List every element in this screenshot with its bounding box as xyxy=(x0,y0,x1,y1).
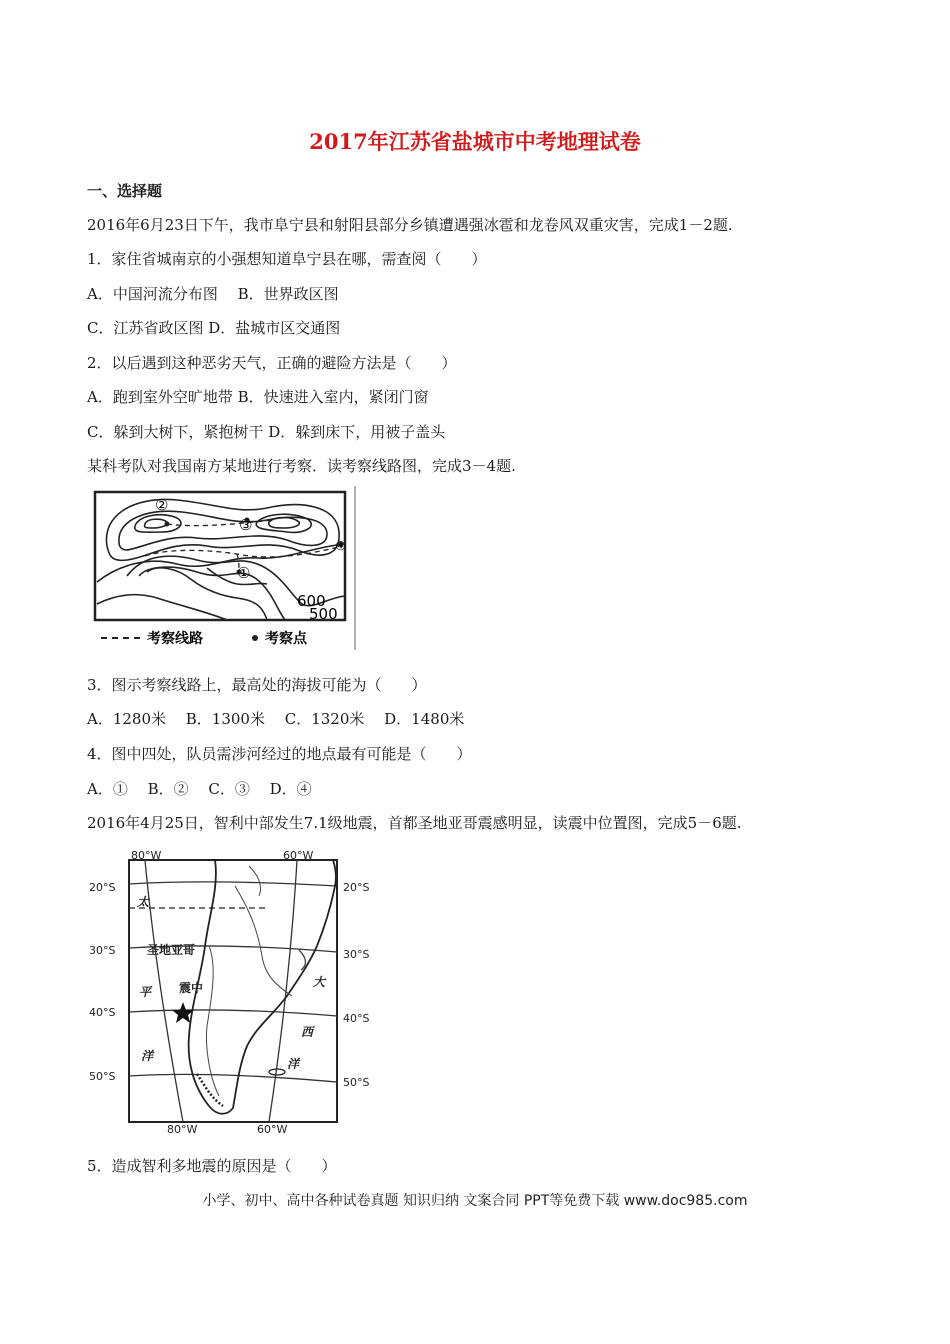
contour-600-label: 600 xyxy=(297,592,326,610)
lat-50s-left-label: 50°S xyxy=(89,1070,116,1083)
lon-80w-bottom-label: 80°W xyxy=(167,1123,198,1136)
lon-80w-top-label: 80°W xyxy=(131,849,162,862)
section-heading: 一、选择题 xyxy=(87,182,163,200)
atlantic-char-3: 洋 xyxy=(287,1057,300,1071)
lat-30s-right-label: 30°S xyxy=(343,948,370,961)
page-title: 2017年江苏省盐城市中考地理试卷 xyxy=(309,129,641,154)
legend-point-label: 考察点 xyxy=(265,631,307,647)
question-2-options-ab: A．跑到室外空旷地带 B．快速进入室内，紧闭门窗 xyxy=(87,388,429,406)
lat-20s-right-label: 20°S xyxy=(343,881,370,894)
text-line: 2016年4月25日，智利中部发生7.1级地震，首都圣地亚哥震感明显，读震中位置图，完成5－6题. xyxy=(87,814,742,832)
atlantic-char-2: 西 xyxy=(301,1025,314,1039)
question-4: 4．图中四处，队员需涉河经过的地点最有可能是（ ） xyxy=(87,745,472,763)
map-point-1-label: ① xyxy=(237,564,251,582)
chile-map-figure xyxy=(87,846,392,1138)
epicenter-label: 震中 xyxy=(179,981,204,995)
santiago-label: 圣地亚哥 xyxy=(147,943,196,957)
lon-60w-top-label: 60°W xyxy=(283,849,314,862)
text-line: 2016年6月23日下午，我市阜宁县和射阳县部分乡镇遭遇强冰雹和龙卷风双重灾害，完成1－2题. xyxy=(87,216,733,234)
question-1: 1．家住省城南京的小强想知道阜宁县在哪，需查阅（ ） xyxy=(87,250,487,268)
pacific-char-1: 太 xyxy=(137,895,150,909)
map-point-3-label: ③ xyxy=(239,516,253,534)
atlantic-char-1: 大 xyxy=(313,975,326,989)
text-line: 某科考队对我国南方某地进行考察．读考察线路图，完成3－4题. xyxy=(87,457,516,475)
question-2: 2．以后遇到这种恶劣天气，正确的避险方法是（ ） xyxy=(87,354,457,372)
lat-40s-left-label: 40°S xyxy=(89,1006,116,1019)
footer-text: 小学、初中、高中各种试卷真题 知识归纳 文案合同 PPT等免费下载 www.doc985.com xyxy=(202,1193,748,1209)
question-3: 3．图示考察线路上，最高处的海拔可能为（ ） xyxy=(87,676,427,694)
question-5: 5．造成智利多地震的原因是（ ） xyxy=(87,1157,337,1175)
lat-30s-left-label: 30°S xyxy=(89,944,116,957)
pacific-char-3: 洋 xyxy=(141,1049,154,1063)
lat-40s-right-label: 40°S xyxy=(343,1012,370,1025)
pacific-char-2: 平 xyxy=(139,985,152,999)
question-1-options-ab: A．中国河流分布图 B．世界政区图 xyxy=(87,285,339,303)
legend-route-label: 考察线路 xyxy=(147,631,203,647)
question-4-options: A．① B．② C．③ D．④ xyxy=(87,780,312,798)
map-point-2-label: ② xyxy=(155,496,169,514)
lat-50s-right-label: 50°S xyxy=(343,1076,370,1089)
question-1-options-cd: C．江苏省政区图 D．盐城市区交通图 xyxy=(87,319,341,337)
lat-20s-left-label: 20°S xyxy=(89,881,116,894)
question-3-options: A．1280米 B．1300米 C．1320米 D．1480米 xyxy=(87,710,465,728)
lon-60w-bottom-label: 60°W xyxy=(257,1123,288,1136)
question-2-options-cd: C．躲到大树下，紧抱树干 D．躲到床下，用被子盖头 xyxy=(87,423,446,441)
contour-map-figure xyxy=(87,486,359,650)
map-point-4-label: ④ xyxy=(335,539,346,553)
contour-500-label: 500 xyxy=(309,605,338,623)
